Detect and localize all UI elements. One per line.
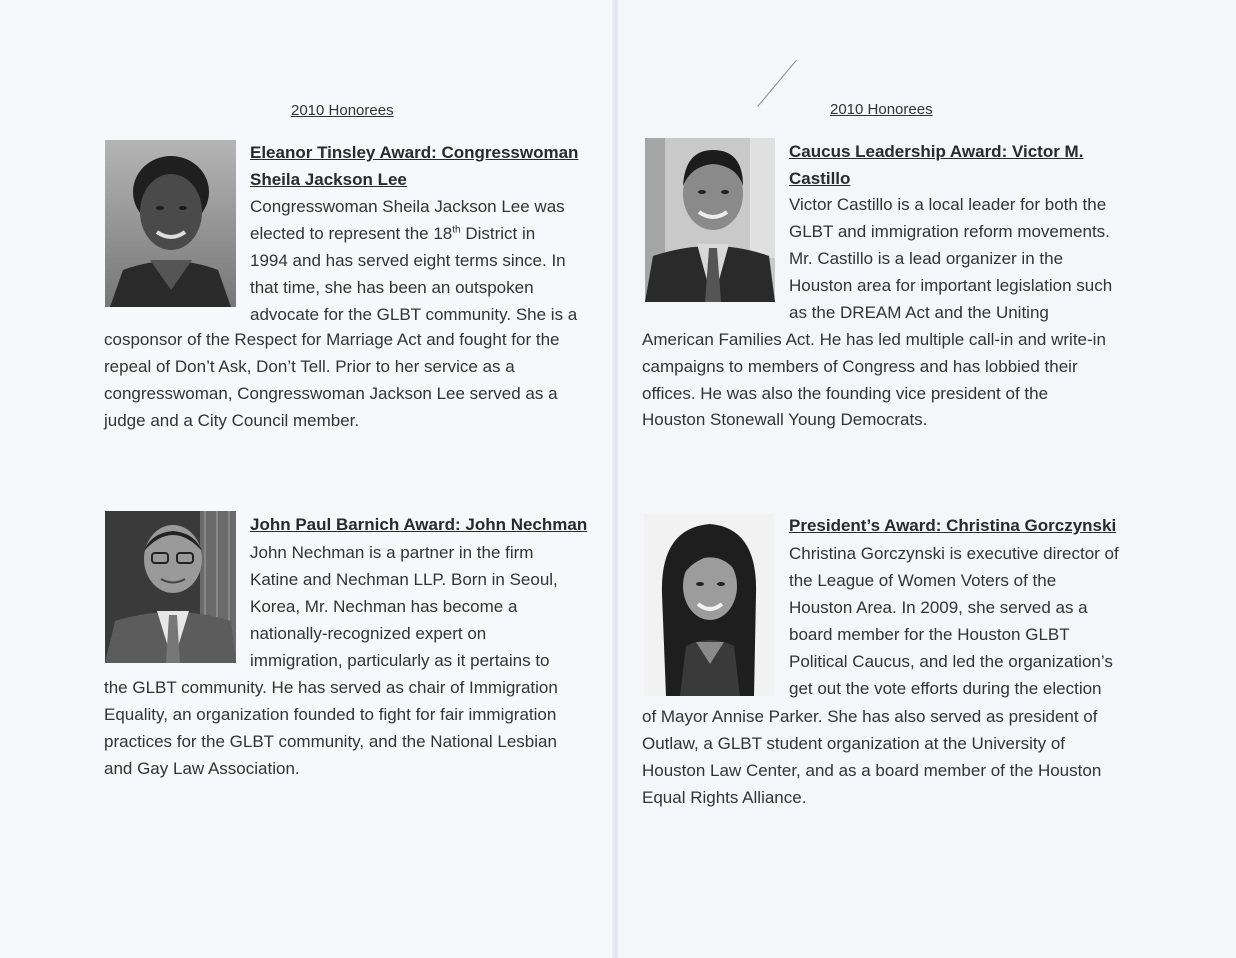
body-line: and Gay Law Association. xyxy=(104,759,300,778)
body-text: elected to represent the 18 xyxy=(250,224,453,243)
body-line: Korea, Mr. Nechman has become a xyxy=(250,597,518,616)
body-line: Political Caucus, and led the organization’s xyxy=(789,652,1113,671)
body-line: John Nechman is a partner in the firm xyxy=(250,543,534,562)
body-line: repeal of Don’t Ask, Don’t Tell. Prior to her service as a xyxy=(104,357,515,376)
body-line: GLBT and immigration reform movements. xyxy=(789,222,1110,241)
award-title xyxy=(250,511,587,538)
award-title-line: Eleanor Tinsley Award: Congresswoman xyxy=(250,143,579,162)
photo-john-nechman xyxy=(105,511,236,663)
award-title-line: Castillo xyxy=(789,169,851,188)
award-title-line: Caucus Leadership Award: Victor M. xyxy=(789,142,1084,161)
body-text: District in xyxy=(460,224,536,243)
body-line: campaigns to members of Congress and has lobbied their xyxy=(642,357,1078,376)
page-heading: 2010 Honorees xyxy=(830,101,933,118)
award-title-line: Sheila Jackson Lee xyxy=(250,170,407,189)
body-line: as the DREAM Act and the Uniting xyxy=(789,303,1049,322)
body-line: Mr. Castillo is a lead organizer in the xyxy=(789,249,1064,268)
body-line: judge and a City Council member. xyxy=(104,411,360,430)
portrait-man-glasses-icon xyxy=(105,511,236,663)
body-line: of Mayor Annise Parker. She has also served as president of xyxy=(642,707,1098,726)
body-line: the GLBT community. He has served as chair of Immigration xyxy=(104,678,558,697)
body-line xyxy=(250,220,535,247)
body-line: Equal Rights Alliance. xyxy=(642,788,807,807)
photo-sheila-jackson-lee xyxy=(105,140,236,307)
right-page xyxy=(618,0,1236,958)
portrait-woman-icon xyxy=(105,140,236,307)
body-line: advocate for the GLBT community. She is a xyxy=(250,305,578,324)
body-line: get out the vote efforts during the election xyxy=(789,679,1102,698)
body-line: Houston Area. In 2009, she served as a xyxy=(789,598,1088,617)
award-title xyxy=(789,512,1116,539)
body-line: practices for the GLBT community, and the National Lesbian xyxy=(104,732,557,751)
body-line: Houston Stonewall Young Democrats. xyxy=(642,410,928,429)
award-title-line: President’s Award: Christina Gorczynski xyxy=(789,516,1117,535)
award-title xyxy=(250,139,578,193)
body-line: Equality, an organization founded to fight for fair immigration xyxy=(104,705,557,724)
body-line: cosponsor of the Respect for Marriage Act and fought for the xyxy=(104,330,560,349)
portrait-man-icon xyxy=(645,138,775,302)
body-line: congresswoman, Congresswoman Jackson Lee served as a xyxy=(104,384,558,403)
body-line: that time, she has been an outspoken xyxy=(250,278,534,297)
body-line: American Families Act. He has led multiple call-in and write-in xyxy=(642,330,1106,349)
body-line: immigration, particularly as it pertains to xyxy=(250,651,550,670)
left-page xyxy=(0,0,616,958)
body-line: nationally-recognized expert on xyxy=(250,624,487,643)
body-line: Victor Castillo is a local leader for both the xyxy=(789,195,1107,214)
scratch-mark xyxy=(757,60,796,107)
ordinal-suffix: th xyxy=(452,224,461,236)
body-line: Houston area for important legislation such xyxy=(789,276,1113,295)
body-line: board member for the Houston GLBT xyxy=(789,625,1070,644)
photo-christina-gorczynski xyxy=(644,514,774,696)
page-heading: 2010 Honorees xyxy=(291,102,394,119)
body-line: Outlaw, a GLBT student organization at the University of xyxy=(642,734,1066,753)
body-line: Congresswoman Sheila Jackson Lee was xyxy=(250,197,565,216)
body-line: offices. He was also the founding vice president of the xyxy=(642,384,1049,403)
award-title-line: John Paul Barnich Award: John Nechman xyxy=(250,515,588,534)
award-title xyxy=(789,138,1083,192)
body-line: Christina Gorczynski is executive director of xyxy=(789,544,1119,563)
photo-victor-castillo xyxy=(645,138,775,302)
body-line: Katine and Nechman LLP. Born in Seoul, xyxy=(250,570,558,589)
portrait-woman-long-hair-icon xyxy=(644,514,774,696)
body-line: the League of Women Voters of the xyxy=(789,571,1057,590)
body-line: 1994 and has served eight terms since. In xyxy=(250,251,566,270)
body-line: Houston Law Center, and as a board member of the Houston xyxy=(642,761,1102,780)
